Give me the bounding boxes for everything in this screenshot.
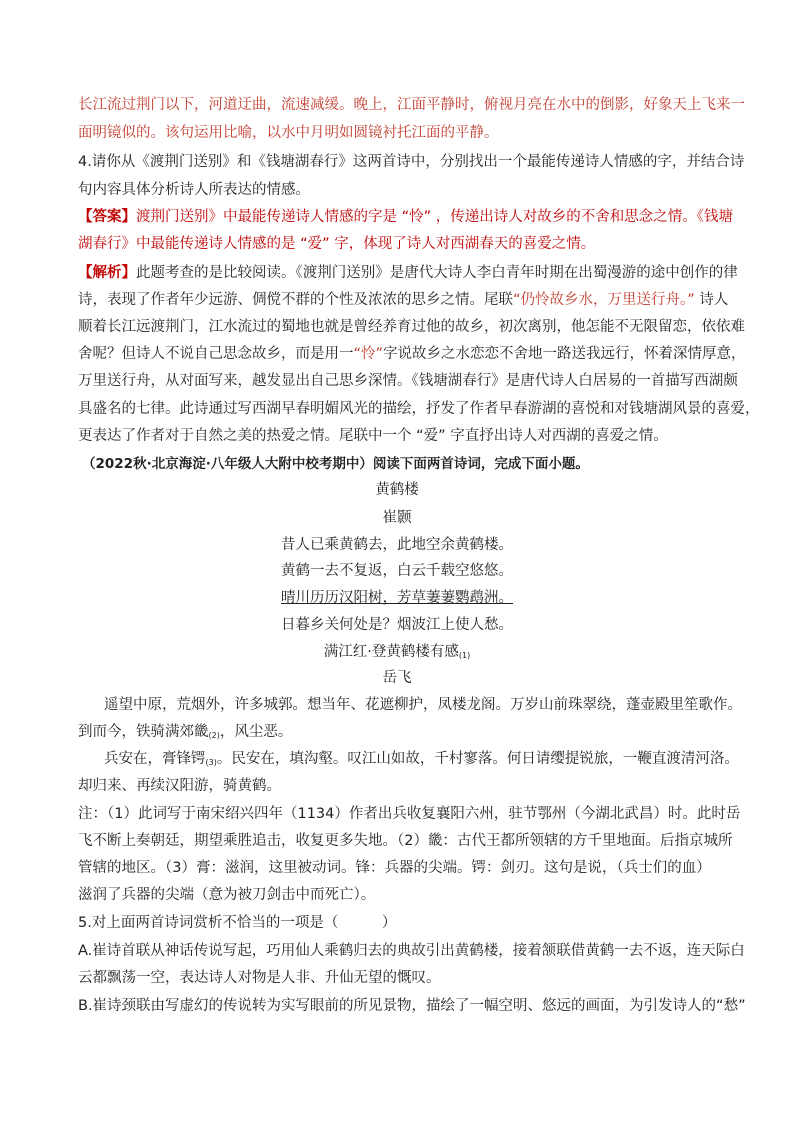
analysis-text: 字说故乡之水恋恋不舍地一路送我远行，怀着深情厚意， bbox=[383, 346, 746, 362]
poem1-underlined-line: 晴川历历汉阳树，芳草萋萋鹦鹉洲。 bbox=[281, 590, 513, 606]
option-a: 云都飘荡一空，表达诗人对物是人非、升仙无望的慨叹。 bbox=[78, 970, 441, 986]
footnote-marker: (2) bbox=[208, 731, 220, 740]
poem1-line: 日暮乡关何处是？烟波江上使人愁。 bbox=[281, 617, 513, 633]
question-4-text: 句内容具体分析诗人所表达的情感。 bbox=[78, 182, 310, 198]
analysis-text: 诗，表现了作者年少远游、倜傥不群的个性及浓浓的思乡之情。尾联 bbox=[78, 292, 513, 308]
quoted-verse: “仍怜故乡水，万里送行舟。” bbox=[513, 292, 695, 308]
answer-line bbox=[78, 204, 733, 230]
poem1-line: 昔人已乘黄鹤去，此地空余黄鹤楼。 bbox=[281, 537, 513, 553]
poem1-line: 黄鹤一去不复返，白云千载空悠悠。 bbox=[281, 563, 513, 579]
analysis-continuation-line: 面明镜似的。该句运用比喻，以水中月明如圆镜衬托江面的平静。 bbox=[78, 125, 499, 141]
answer-line: 湖春行》中最能传递诗人情感的是 “爱” 字，体现了诗人对西湖春天的喜爱之情。 bbox=[78, 236, 596, 252]
poem1-author: 崔颢 bbox=[382, 510, 412, 526]
poem1-title: 黄鹤楼 bbox=[375, 482, 419, 498]
quoted-word: “怜” bbox=[353, 346, 384, 362]
poem2-text: 兵安在，膏锋锷 bbox=[104, 751, 206, 767]
analysis-text: 诗人 bbox=[694, 292, 729, 308]
analysis-line: 具盛名的七律。此诗通过写西湖早春明媚风光的描绘，抒发了作者早春游湖的喜悦和对钱塘湖风景的喜爱， bbox=[78, 401, 760, 417]
footnote-marker: (3) bbox=[205, 758, 217, 767]
poem2-stanza-line: 却归来、再续汉阳游，骑黄鹤。 bbox=[78, 778, 281, 794]
poem1-line bbox=[0, 585, 794, 611]
option-b: B.崔诗颈联由写虚幻的传说转为实写眼前的所见景物，描绘了一幅空明、悠远的画面，为引发诗人的“愁” bbox=[78, 998, 746, 1014]
question-5-text: 5.对上面两首诗词赏析不恰当的一项是（ ） bbox=[78, 915, 397, 931]
poem2-stanza-line: 遥望中原，荒烟外，许多城郭。想当年、花遮柳护，凤楼龙阁。万岁山前珠翠绕，蓬壶殿里笙歌作。 bbox=[104, 697, 742, 713]
poem2-stanza-line bbox=[78, 746, 744, 776]
analysis-text: 此题考查的是比较阅读。《渡荆门送别》是唐代大诗人李白青年时期在出蜀漫游的途中创作的律 bbox=[136, 265, 738, 281]
poem2-title-text: 满江红·登黄鹤楼有感 bbox=[323, 644, 459, 660]
analysis-continuation-line: 长江流过荆门以下，河道迂曲，流速减缓。晚上，江面平静时，俯视月亮在水中的倒影，好象天上飞来一 bbox=[78, 97, 745, 113]
analysis-line: 顺着长江远渡荆门，江水流过的蜀地也就是曾经养育过他的故乡，初次离别，他怎能不无限留恋，依依难 bbox=[78, 319, 745, 335]
analysis-text: 舍呢？但诗人不说自己思念故乡，而是用一 bbox=[78, 346, 354, 362]
section-intro: （2022秋·北京海淀·八年级人大附中校考期中）阅读下面两首诗词，完成下面小题。 bbox=[82, 456, 589, 472]
analysis-tag: 【解析】 bbox=[78, 265, 136, 281]
poem2-text: ，风尘恶。 bbox=[219, 724, 293, 740]
note-line: 滋润了兵器的尖端（意为被刀剑击中而死亡）。 bbox=[78, 887, 376, 903]
note-line: 注：（1）此词写于南宋绍兴四年（1134）作者出兵收复襄阳六州，驻节鄂州（今湖北武昌）时。此时岳 bbox=[78, 806, 741, 822]
note-line: 管辖的地区。（3）膏：滋润，这里被动词。锋：兵器的尖端。锷：剑刃。这句是说，（兵士们的血） bbox=[78, 860, 711, 876]
answer-text: 渡荆门送别》中最能传递诗人情感的字是 “怜” ，传递出诗人对故乡的不舍和思念之情。《钱塘 bbox=[136, 209, 733, 225]
option-a: A.崔诗首联从神话传说写起，巧用仙人乘鹤归去的典故引出黄鹤楼，接着颔联借黄鹤一去不返，连天际白 bbox=[78, 943, 745, 959]
analysis-line: 更表达了作者对于自然之美的热爱之情。尾联中一个 “爱” 字直抒出诗人对西湖的喜爱之情。 bbox=[78, 428, 668, 444]
question-4-text: 4.请你从《渡荆门送别》和《钱塘湖春行》这两首诗中，分别找出一个最能传递诗人情感的字，并结合诗 bbox=[78, 154, 745, 170]
poem2-stanza-line bbox=[78, 719, 718, 749]
note-line: 飞不断上奏朝廷，期望乘胜追击，收复更多失地。（2）畿：古代王都所领辖的方千里地面。后指京城所 bbox=[78, 833, 733, 849]
footnote-marker: (1) bbox=[458, 651, 471, 660]
analysis-line bbox=[78, 287, 729, 313]
answer-tag: 【答案】 bbox=[78, 209, 136, 225]
analysis-line: 万里送行舟，从对面写来，越发显出自己思乡深情。《钱塘湖春行》是唐代诗人白居易的一首描写西湖颇 bbox=[78, 373, 738, 389]
analysis-line bbox=[78, 341, 746, 367]
poem2-author: 岳飞 bbox=[382, 670, 412, 686]
poem2-text: 到而今，铁骑满郊畿 bbox=[78, 724, 209, 740]
analysis-line bbox=[78, 260, 738, 286]
poem2-text: 。民安在，填沟壑。叹江山如故，千村寥落。何日请缨提锐旅，一鞭直渡清河洛。 bbox=[216, 751, 739, 767]
